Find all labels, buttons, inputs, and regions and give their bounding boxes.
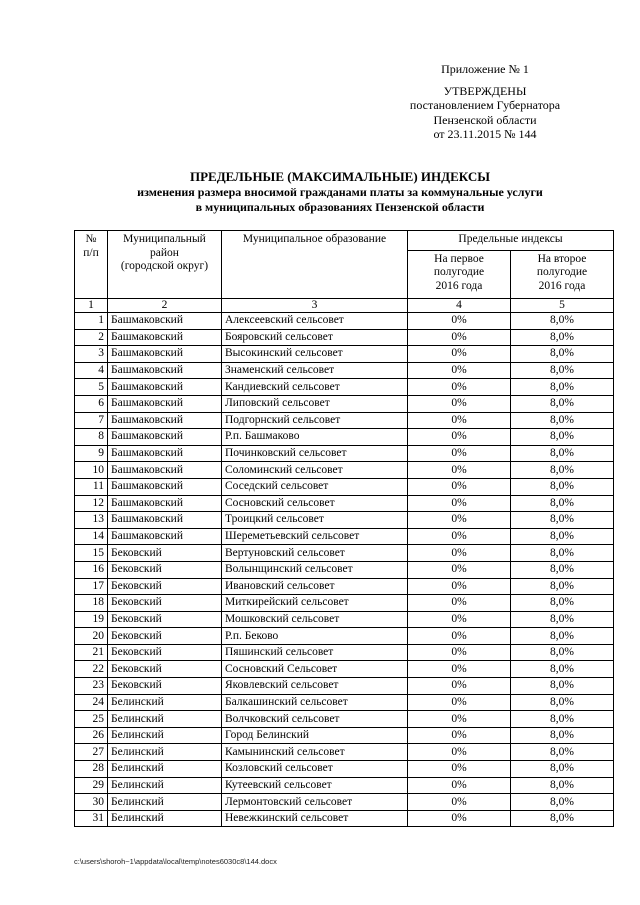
index-h1-cell: 0%	[408, 528, 511, 545]
municipality-cell: Р.п. Беково	[222, 628, 408, 645]
table-row	[75, 545, 614, 562]
district-cell: Башмаковский	[108, 412, 222, 429]
district-cell: Бековский	[108, 678, 222, 695]
district-cell: Башмаковский	[108, 512, 222, 529]
municipality-cell: Соломинский сельсовет	[222, 462, 408, 479]
table-row	[75, 678, 614, 695]
municipality-cell: Ивановский сельсовет	[222, 578, 408, 595]
table-row	[75, 313, 614, 330]
region-label: Пензенской области	[433, 112, 537, 127]
municipality-cell: Вертуновский сельсовет	[222, 545, 408, 562]
table-row	[75, 661, 614, 678]
index-h1-cell: 0%	[408, 761, 511, 778]
municipality-cell: Алексеевский сельсовет	[222, 313, 408, 330]
table-row	[75, 727, 614, 744]
district-cell: Белинский	[108, 727, 222, 744]
header-municipality	[222, 231, 408, 299]
table-row	[75, 528, 614, 545]
district-cell: Белинский	[108, 711, 222, 728]
table-row	[75, 761, 614, 778]
district-cell: Башмаковский	[108, 313, 222, 330]
table-row	[75, 462, 614, 479]
municipality-cell: Мошковский сельсовет	[222, 611, 408, 628]
district-cell: Бековский	[108, 661, 222, 678]
municipality-cell: Балкашинский сельсовет	[222, 694, 408, 711]
index-h2-cell: 8,0%	[511, 561, 614, 578]
index-h2-cell: 8,0%	[511, 462, 614, 479]
row-number: 19	[75, 611, 108, 628]
column-number-row	[75, 299, 614, 313]
title-line-2: изменения размера вносимой гражданами платы за коммунальные услуги	[137, 185, 543, 199]
table-row	[75, 628, 614, 645]
document-title	[60, 168, 620, 215]
header-num-label: № п/п	[83, 233, 99, 259]
index-h1-cell: 0%	[408, 694, 511, 711]
municipality-cell: Сосновский Сельсовет	[222, 661, 408, 678]
index-h1-cell: 0%	[408, 595, 511, 612]
index-h2-cell: 8,0%	[511, 379, 614, 396]
row-number: 7	[75, 412, 108, 429]
table-row	[75, 595, 614, 612]
row-number: 24	[75, 694, 108, 711]
row-number: 16	[75, 561, 108, 578]
row-number: 5	[75, 379, 108, 396]
district-cell: Башмаковский	[108, 528, 222, 545]
index-h1-cell: 0%	[408, 329, 511, 346]
municipality-cell: Починковский сельсовет	[222, 445, 408, 462]
municipality-cell: Бояровский сельсовет	[222, 329, 408, 346]
table-row	[75, 346, 614, 363]
index-h2-cell: 8,0%	[511, 362, 614, 379]
column-number: 1	[75, 299, 108, 313]
index-h1-cell: 0%	[408, 395, 511, 412]
table-row	[75, 694, 614, 711]
row-number: 30	[75, 794, 108, 811]
table-row	[75, 512, 614, 529]
index-h2-cell: 8,0%	[511, 644, 614, 661]
district-cell: Башмаковский	[108, 346, 222, 363]
table-row	[75, 794, 614, 811]
index-h2-cell: 8,0%	[511, 495, 614, 512]
decree-label: постановлением Губернатора	[409, 98, 561, 112]
municipality-cell: Невежкинский сельсовет	[222, 810, 408, 827]
municipality-cell: Город Белинский	[222, 727, 408, 744]
row-number: 27	[75, 744, 108, 761]
district-cell: Башмаковский	[108, 478, 222, 495]
row-number: 1	[75, 313, 108, 330]
index-h1-cell: 0%	[408, 495, 511, 512]
row-number: 6	[75, 395, 108, 412]
municipality-cell: Подгорнский сельсовет	[222, 412, 408, 429]
district-cell: Башмаковский	[108, 362, 222, 379]
municipality-cell: Волчковский сельсовет	[222, 711, 408, 728]
municipality-cell: Кутеевский сельсовет	[222, 777, 408, 794]
table-row	[75, 711, 614, 728]
index-h1-cell: 0%	[408, 578, 511, 595]
index-h2-cell: 8,0%	[511, 761, 614, 778]
municipality-cell: Соседский сельсовет	[222, 478, 408, 495]
index-h1-cell: 0%	[408, 777, 511, 794]
district-cell: Бековский	[108, 595, 222, 612]
index-h2-cell: 8,0%	[511, 429, 614, 446]
municipality-cell: Липовский сельсовет	[222, 395, 408, 412]
column-number: 2	[108, 299, 222, 313]
header-limit-label: Предельные индексы	[458, 233, 563, 245]
title-line-3: в муниципальных образованиях Пензенской области	[195, 200, 485, 214]
index-h1-cell: 0%	[408, 678, 511, 695]
row-number: 10	[75, 462, 108, 479]
index-h1-cell: 0%	[408, 628, 511, 645]
municipality-cell: Сосновский сельсовет	[222, 495, 408, 512]
index-h2-cell: 8,0%	[511, 611, 614, 628]
municipality-cell: Высокинский сельсовет	[222, 346, 408, 363]
district-cell: Бековский	[108, 578, 222, 595]
index-h2-cell: 8,0%	[511, 777, 614, 794]
municipality-cell: Кандиевский сельсовет	[222, 379, 408, 396]
row-number: 21	[75, 644, 108, 661]
file-path-footer: c:\users\shoroh~1\appdata\local\temp\notes6030c8\144.docx	[74, 857, 277, 866]
municipality-cell: Р.п. Башмаково	[222, 429, 408, 446]
header-half2-label: На второе полугодие 2016 года	[536, 252, 588, 292]
row-number: 9	[75, 445, 108, 462]
district-cell: Башмаковский	[108, 462, 222, 479]
municipality-cell: Камынинский сельсовет	[222, 744, 408, 761]
row-number: 4	[75, 362, 108, 379]
row-number: 31	[75, 810, 108, 827]
table-row	[75, 395, 614, 412]
index-h2-cell: 8,0%	[511, 412, 614, 429]
index-h2-cell: 8,0%	[511, 528, 614, 545]
index-h2-cell: 8,0%	[511, 711, 614, 728]
district-cell: Башмаковский	[108, 445, 222, 462]
title-line-1: ПРЕДЕЛЬНЫЕ (МАКСИМАЛЬНЫЕ) ИНДЕКСЫ	[190, 169, 490, 184]
district-cell: Бековский	[108, 561, 222, 578]
row-number: 22	[75, 661, 108, 678]
index-h2-cell: 8,0%	[511, 595, 614, 612]
index-h2-cell: 8,0%	[511, 810, 614, 827]
index-h1-cell: 0%	[408, 545, 511, 562]
municipality-cell: Волынщинский сельсовет	[222, 561, 408, 578]
district-cell: Бековский	[108, 628, 222, 645]
table-row	[75, 578, 614, 595]
index-h1-cell: 0%	[408, 445, 511, 462]
district-cell: Бековский	[108, 644, 222, 661]
index-h1-cell: 0%	[408, 379, 511, 396]
index-h1-cell: 0%	[408, 478, 511, 495]
index-h2-cell: 8,0%	[511, 478, 614, 495]
district-cell: Белинский	[108, 777, 222, 794]
index-h2-cell: 8,0%	[511, 694, 614, 711]
index-h2-cell: 8,0%	[511, 545, 614, 562]
decree-date: от 23.11.2015 № 144	[433, 127, 537, 141]
district-cell: Бековский	[108, 611, 222, 628]
index-h1-cell: 0%	[408, 346, 511, 363]
row-number: 12	[75, 495, 108, 512]
index-h1-cell: 0%	[408, 794, 511, 811]
municipality-cell: Яковлевский сельсовет	[222, 678, 408, 695]
index-h1-cell: 0%	[408, 611, 511, 628]
index-h1-cell: 0%	[408, 744, 511, 761]
header-half2	[511, 250, 614, 298]
row-number: 8	[75, 429, 108, 446]
table-row	[75, 611, 614, 628]
index-h2-cell: 8,0%	[511, 578, 614, 595]
index-h1-cell: 0%	[408, 512, 511, 529]
table-row	[75, 478, 614, 495]
index-h1-cell: 0%	[408, 429, 511, 446]
index-h1-cell: 0%	[408, 561, 511, 578]
index-h2-cell: 8,0%	[511, 794, 614, 811]
index-h1-cell: 0%	[408, 462, 511, 479]
row-number: 23	[75, 678, 108, 695]
column-number: 3	[222, 299, 408, 313]
table-row	[75, 777, 614, 794]
column-number: 5	[511, 299, 614, 313]
row-number: 20	[75, 628, 108, 645]
row-number: 26	[75, 727, 108, 744]
row-number: 17	[75, 578, 108, 595]
header-municipality-label: Муниципальное образование	[242, 233, 387, 245]
table-row	[75, 429, 614, 446]
index-h2-cell: 8,0%	[511, 313, 614, 330]
header-district-label: Муниципальный район (городской округ)	[120, 233, 209, 272]
index-h1-cell: 0%	[408, 661, 511, 678]
district-cell: Башмаковский	[108, 379, 222, 396]
index-h1-cell: 0%	[408, 810, 511, 827]
table-row	[75, 445, 614, 462]
table-row	[75, 362, 614, 379]
row-number: 15	[75, 545, 108, 562]
table-row	[75, 744, 614, 761]
table-row	[75, 412, 614, 429]
index-h1-cell: 0%	[408, 313, 511, 330]
index-h1-cell: 0%	[408, 727, 511, 744]
row-number: 25	[75, 711, 108, 728]
index-h2-cell: 8,0%	[511, 512, 614, 529]
index-h2-cell: 8,0%	[511, 628, 614, 645]
district-cell: Башмаковский	[108, 329, 222, 346]
approval-block	[380, 62, 590, 142]
row-number: 28	[75, 761, 108, 778]
district-cell: Бековский	[108, 545, 222, 562]
municipality-cell: Миткирейский сельсовет	[222, 595, 408, 612]
approved-label: УТВЕРЖДЕНЫ	[443, 83, 527, 98]
table-row	[75, 561, 614, 578]
district-cell: Башмаковский	[108, 495, 222, 512]
table-row	[75, 810, 614, 827]
municipality-cell: Лермонтовский сельсовет	[222, 794, 408, 811]
index-h2-cell: 8,0%	[511, 445, 614, 462]
index-h2-cell: 8,0%	[511, 744, 614, 761]
index-h1-cell: 0%	[408, 644, 511, 661]
index-h2-cell: 8,0%	[511, 661, 614, 678]
index-h2-cell: 8,0%	[511, 727, 614, 744]
municipality-cell: Пяшинский сельсовет	[222, 644, 408, 661]
district-cell: Башмаковский	[108, 429, 222, 446]
header-num	[75, 231, 108, 299]
district-cell: Белинский	[108, 794, 222, 811]
municipality-cell: Знаменский сельсовет	[222, 362, 408, 379]
district-cell: Белинский	[108, 810, 222, 827]
row-number: 13	[75, 512, 108, 529]
row-number: 2	[75, 329, 108, 346]
district-cell: Башмаковский	[108, 395, 222, 412]
indices-table	[74, 230, 614, 827]
index-h2-cell: 8,0%	[511, 346, 614, 363]
table-row	[75, 329, 614, 346]
header-half1	[408, 250, 511, 298]
header-half1-label: На первое полугодие 2016 года	[433, 252, 485, 292]
table-row	[75, 379, 614, 396]
row-number: 14	[75, 528, 108, 545]
column-number: 4	[408, 299, 511, 313]
header-district	[108, 231, 222, 299]
index-h2-cell: 8,0%	[511, 678, 614, 695]
row-number: 3	[75, 346, 108, 363]
row-number: 29	[75, 777, 108, 794]
index-h1-cell: 0%	[408, 362, 511, 379]
index-h1-cell: 0%	[408, 412, 511, 429]
district-cell: Белинский	[108, 744, 222, 761]
row-number: 11	[75, 478, 108, 495]
annex-label: Приложение № 1	[441, 62, 529, 76]
row-number: 18	[75, 595, 108, 612]
municipality-cell: Козловский сельсовет	[222, 761, 408, 778]
district-cell: Белинский	[108, 761, 222, 778]
municipality-cell: Шереметьевский сельсовет	[222, 528, 408, 545]
index-h2-cell: 8,0%	[511, 329, 614, 346]
municipality-cell: Троицкий сельсовет	[222, 512, 408, 529]
index-h2-cell: 8,0%	[511, 395, 614, 412]
table-row	[75, 644, 614, 661]
header-limit	[408, 231, 614, 251]
district-cell: Белинский	[108, 694, 222, 711]
table-row	[75, 495, 614, 512]
index-h1-cell: 0%	[408, 711, 511, 728]
